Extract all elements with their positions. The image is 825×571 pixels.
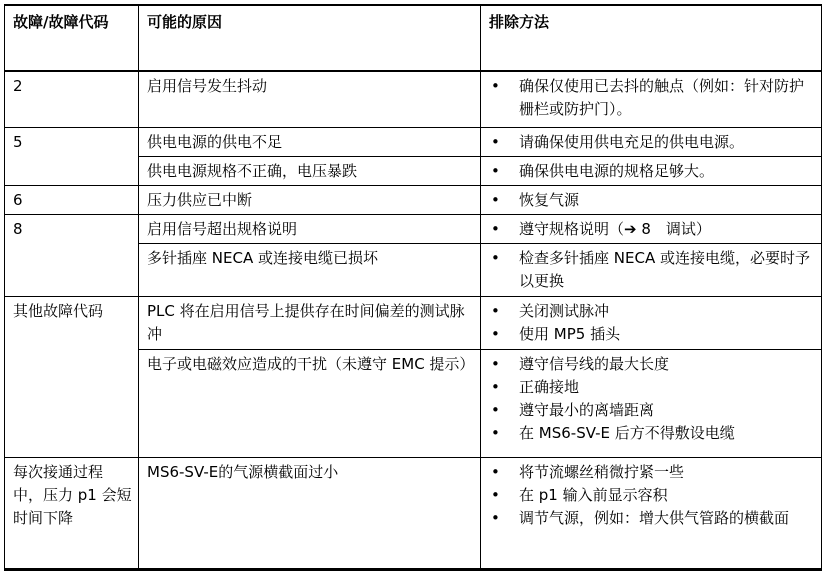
- table-row: [5, 214, 822, 243]
- table-row: [5, 349, 822, 457]
- table-row: [5, 156, 822, 185]
- fault-code-cell: 6: [5, 185, 139, 214]
- table-row: [5, 457, 822, 569]
- bullet-icon: •: [491, 485, 500, 504]
- remedy-cell: [481, 296, 822, 349]
- bullet-icon: •: [491, 462, 500, 481]
- bullet-icon: •: [491, 400, 500, 419]
- remedy-cell: [481, 71, 822, 127]
- remedy-item: [489, 399, 815, 422]
- cause-cell: 压力供应已中断: [139, 185, 481, 214]
- table-row: [5, 185, 822, 214]
- remedy-item: [489, 376, 815, 399]
- remedy-text: 遵守规格说明（➔ 8 调试）: [519, 219, 711, 238]
- cause-cell: 电子或电磁效应造成的干扰（未遵守 EMC 提示）: [139, 349, 481, 457]
- remedy-text: 在 p1 输入前显示容积: [519, 485, 668, 504]
- remedy-list: [489, 461, 815, 530]
- bullet-icon: •: [491, 354, 500, 373]
- table-row: [5, 127, 822, 156]
- bullet-icon: •: [491, 219, 500, 238]
- fault-code-cell: 8: [5, 214, 139, 243]
- fault-code-cell: 5: [5, 127, 139, 156]
- remedy-cell: [481, 243, 822, 296]
- remedy-item: [489, 484, 815, 507]
- bullet-icon: •: [491, 77, 500, 95]
- remedy-item: [489, 160, 815, 183]
- fault-code-cell: [5, 243, 139, 296]
- remedy-list: [489, 247, 815, 293]
- fault-code-cell: 2: [5, 71, 139, 127]
- remedy-item: [489, 131, 815, 154]
- remedy-cell: [481, 214, 822, 243]
- remedy-text: 关闭测试脉冲: [519, 301, 610, 320]
- bullet-icon: •: [491, 324, 500, 343]
- remedy-text: 调节气源，例如：增大供气管路的横截面: [519, 508, 790, 527]
- bullet-icon: •: [491, 377, 500, 396]
- cause-cell: 多针插座 NECA 或连接电缆已损坏: [139, 243, 481, 296]
- remedy-item: [489, 300, 815, 323]
- remedy-text: 将节流螺丝稍微拧紧一些: [519, 462, 685, 481]
- remedy-list: [489, 131, 815, 154]
- remedy-item: [489, 189, 815, 212]
- cause-cell: PLC 将在启用信号上提供存在时间偏差的测试脉冲: [139, 296, 481, 349]
- bullet-icon: •: [491, 132, 500, 151]
- remedy-cell: [481, 185, 822, 214]
- bullet-icon: •: [491, 301, 500, 320]
- remedy-list: [489, 353, 815, 445]
- remedy-item: [489, 422, 815, 445]
- header-possible-cause: 可能的原因: [139, 5, 481, 71]
- remedy-item: [489, 218, 815, 241]
- cause-cell: 供电电源规格不正确，电压暴跌: [139, 156, 481, 185]
- remedy-text: 在 MS6-SV-E 后方不得敷设电缆: [519, 423, 735, 442]
- remedy-text: 恢复气源: [519, 190, 580, 209]
- fault-code-cell: 每次接通过程中，压力 p1 会短时间下降: [5, 457, 139, 569]
- remedy-list: [489, 300, 815, 346]
- remedy-text: 正确接地: [519, 377, 580, 396]
- bullet-icon: •: [491, 508, 500, 527]
- header-fault-code: 故障/故障代码: [5, 5, 139, 71]
- remedy-cell: [481, 156, 822, 185]
- remedy-item: [489, 323, 815, 346]
- remedy-list: [489, 75, 815, 121]
- remedy-text: 使用 MP5 插头: [519, 324, 621, 343]
- table-header-row: [5, 5, 822, 71]
- remedy-text: 确保仅使用已去抖的触点（例如：针对防护栅栏或防护门）。: [519, 77, 805, 118]
- table-row: [5, 296, 822, 349]
- remedy-item: [489, 507, 815, 530]
- remedy-item: [489, 75, 815, 121]
- remedy-item: [489, 353, 815, 376]
- remedy-list: [489, 160, 815, 183]
- remedy-cell: [481, 349, 822, 457]
- remedy-text: 检查多针插座 NECA 或连接电缆，必要时予以更换: [519, 248, 810, 290]
- remedy-text: 遵守信号线的最大长度: [519, 354, 670, 373]
- remedy-item: [489, 461, 815, 484]
- remedy-item: [489, 247, 815, 293]
- bullet-icon: •: [491, 423, 500, 442]
- bullet-icon: •: [491, 248, 500, 267]
- header-remedy: 排除方法: [481, 5, 822, 71]
- cause-cell: 启用信号发生抖动: [139, 71, 481, 127]
- remedy-text: 确保供电电源的规格足够大。: [519, 161, 715, 180]
- table-row: [5, 71, 822, 127]
- fault-code-cell: [5, 156, 139, 185]
- bullet-icon: •: [491, 161, 500, 180]
- fault-code-cell: [5, 349, 139, 457]
- remedy-text: 遵守最小的离墙距离: [519, 400, 655, 419]
- remedy-list: [489, 189, 815, 212]
- remedy-text: 请确保使用供电充足的供电电源。: [519, 132, 745, 151]
- table-row: [5, 243, 822, 296]
- cause-cell: 供电电源的供电不足: [139, 127, 481, 156]
- cause-cell: 启用信号超出规格说明: [139, 214, 481, 243]
- remedy-cell: [481, 127, 822, 156]
- bullet-icon: •: [491, 190, 500, 209]
- remedy-cell: [481, 457, 822, 569]
- fault-table: [4, 4, 822, 571]
- cause-cell: MS6-SV-E的气源横截面过小: [139, 457, 481, 569]
- fault-code-cell: 其他故障代码: [5, 296, 139, 349]
- remedy-list: [489, 218, 815, 241]
